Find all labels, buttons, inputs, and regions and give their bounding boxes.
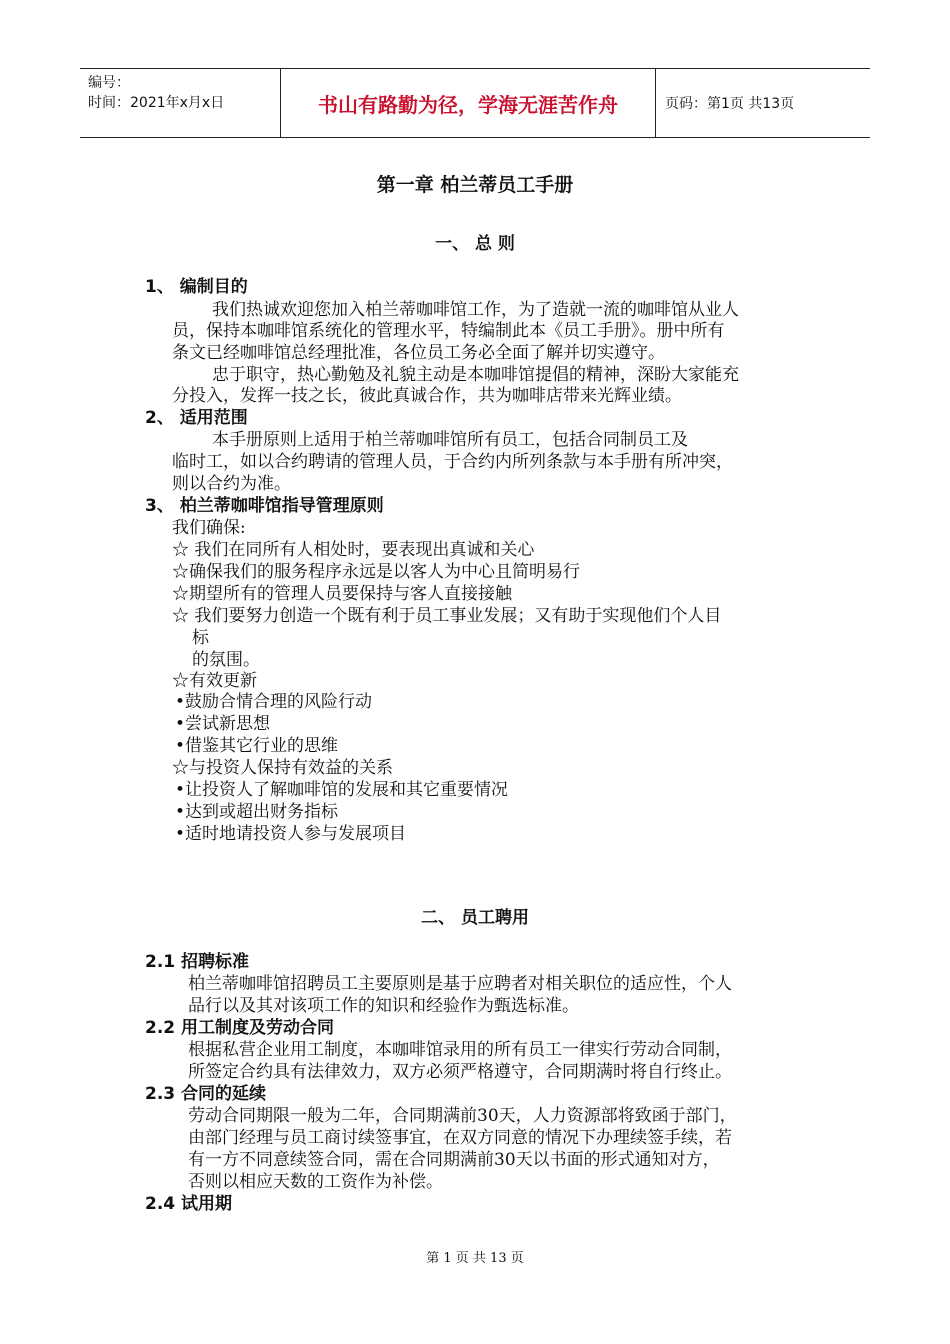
paragraph-line: 临时工，如以合约聘请的管理人员，于合约内所列条款与本手册有所冲突，: [172, 452, 733, 472]
list-line: 我们确保:: [172, 518, 246, 538]
header-info: [88, 73, 278, 113]
time-label: 时间：2021年x月x日: [88, 95, 225, 111]
header-table: [80, 68, 870, 138]
paragraph-line: 我们热诚欢迎您加入柏兰蒂咖啡馆工作，为了造就一流的咖啡馆从业人: [212, 300, 739, 320]
list-line: •借鉴其它行业的思维: [175, 736, 339, 756]
paragraph-line: 否则以相应天数的工资作为补偿。: [188, 1172, 443, 1192]
paragraph-line: 由部门经理与员工商讨续签事宜，在双方同意的情况下办理续签手续，若: [188, 1128, 732, 1148]
divider: [280, 69, 281, 137]
paragraph-line: 根据私营企业用工制度，本咖啡馆录用的所有员工一律实行劳动合同制，: [188, 1040, 732, 1060]
section-heading: 二、 员工聘用: [421, 908, 529, 928]
item-number: 2.4: [145, 1194, 176, 1214]
number-label: 编号：: [88, 75, 130, 91]
paragraph-line: 员，保持本咖啡馆系统化的管理水平，特编制此本《员工手册》。册中所有: [172, 321, 725, 341]
paragraph-line: 条文已经咖啡馆总经理批准，各位员工务必全面了解并切实遵守。: [172, 343, 665, 363]
item-label: 招聘标准: [181, 952, 250, 972]
item-title: [145, 1193, 232, 1215]
paragraph-line: 劳动合同期限一般为二年，合同期满前30天，人力资源部将致函于部门，: [188, 1106, 737, 1126]
list-line: ☆ 我们在同所有人相处时，要表现出真诚和关心: [172, 540, 535, 560]
list-line: ☆ 我们要努力创造一个既有利于员工事业发展；又有助于实现他们个人目: [172, 606, 722, 626]
item-label: 用工制度及劳动合同: [181, 1018, 335, 1038]
paragraph-line: 柏兰蒂咖啡馆招聘员工主要原则是基于应聘者对相关职位的适应性，个人: [188, 974, 732, 994]
item-label: 合同的延续: [181, 1084, 267, 1104]
paragraph-line: 本手册原则上适用于柏兰蒂咖啡馆所有员工，包括合同制员工及: [212, 430, 688, 450]
item-title: [145, 1017, 334, 1039]
item-number: 2.3: [145, 1084, 176, 1104]
paragraph-line: 则以合约为准。: [172, 474, 291, 494]
motto: 书山有路勤为径，学海无涯苦作舟: [318, 93, 618, 117]
list-line: •达到或超出财务指标: [175, 802, 339, 822]
section-heading: 一、 总 则: [435, 234, 515, 254]
paragraph-line: 所签定合约具有法律效力，双方必须严格遵守，合同期满时将自行终止。: [188, 1062, 732, 1082]
list-line: ☆与投资人保持有效益的关系: [172, 758, 393, 778]
item-label: 试用期: [181, 1194, 233, 1214]
list-line: ☆期望所有的管理人员要保持与客人直接接触: [172, 584, 512, 604]
list-line: ☆有效更新: [172, 671, 257, 691]
paragraph-line: 忠于职守，热心勤勉及礼貌主动是本咖啡馆提倡的精神，深盼大家能充: [212, 365, 739, 385]
divider: [655, 69, 656, 137]
page-title: 第一章 柏兰蒂员工手册: [376, 174, 574, 196]
list-line: ☆确保我们的服务程序永远是以客人为中心且简明易行: [172, 562, 580, 582]
paragraph-line: 分投入，发挥一技之长，彼此真诚合作，共为咖啡店带来光辉业绩。: [172, 386, 682, 406]
page-footer: 第 1 页 共 13 页: [426, 1251, 524, 1266]
list-line: 的氛围。: [192, 650, 260, 670]
paragraph-line: 品行以及其对该项工作的知识和经验作为甄选标准。: [188, 996, 579, 1016]
subsection-title: 3、 柏兰蒂咖啡馆指导管理原则: [145, 496, 384, 516]
item-number: 2.1: [145, 952, 176, 972]
subsection-title: 2、 适用范围: [145, 408, 248, 428]
item-title: [145, 951, 249, 973]
list-line: •适时地请投资人参与发展项目: [175, 824, 407, 844]
list-line: •尝试新思想: [175, 714, 271, 734]
subsection-title: 1、 编制目的: [145, 277, 248, 297]
list-line: 标: [192, 628, 209, 648]
item-number: 2.2: [145, 1018, 176, 1038]
paragraph-line: 有一方不同意续签合同，需在合同期满前30天以书面的形式通知对方，: [188, 1150, 720, 1170]
list-line: •鼓励合情合理的风险行动: [175, 692, 373, 712]
item-title: [145, 1083, 266, 1105]
list-line: •让投资人了解咖啡馆的发展和其它重要情况: [175, 780, 509, 800]
page-label: 页码：第1页 共13页: [665, 96, 795, 112]
